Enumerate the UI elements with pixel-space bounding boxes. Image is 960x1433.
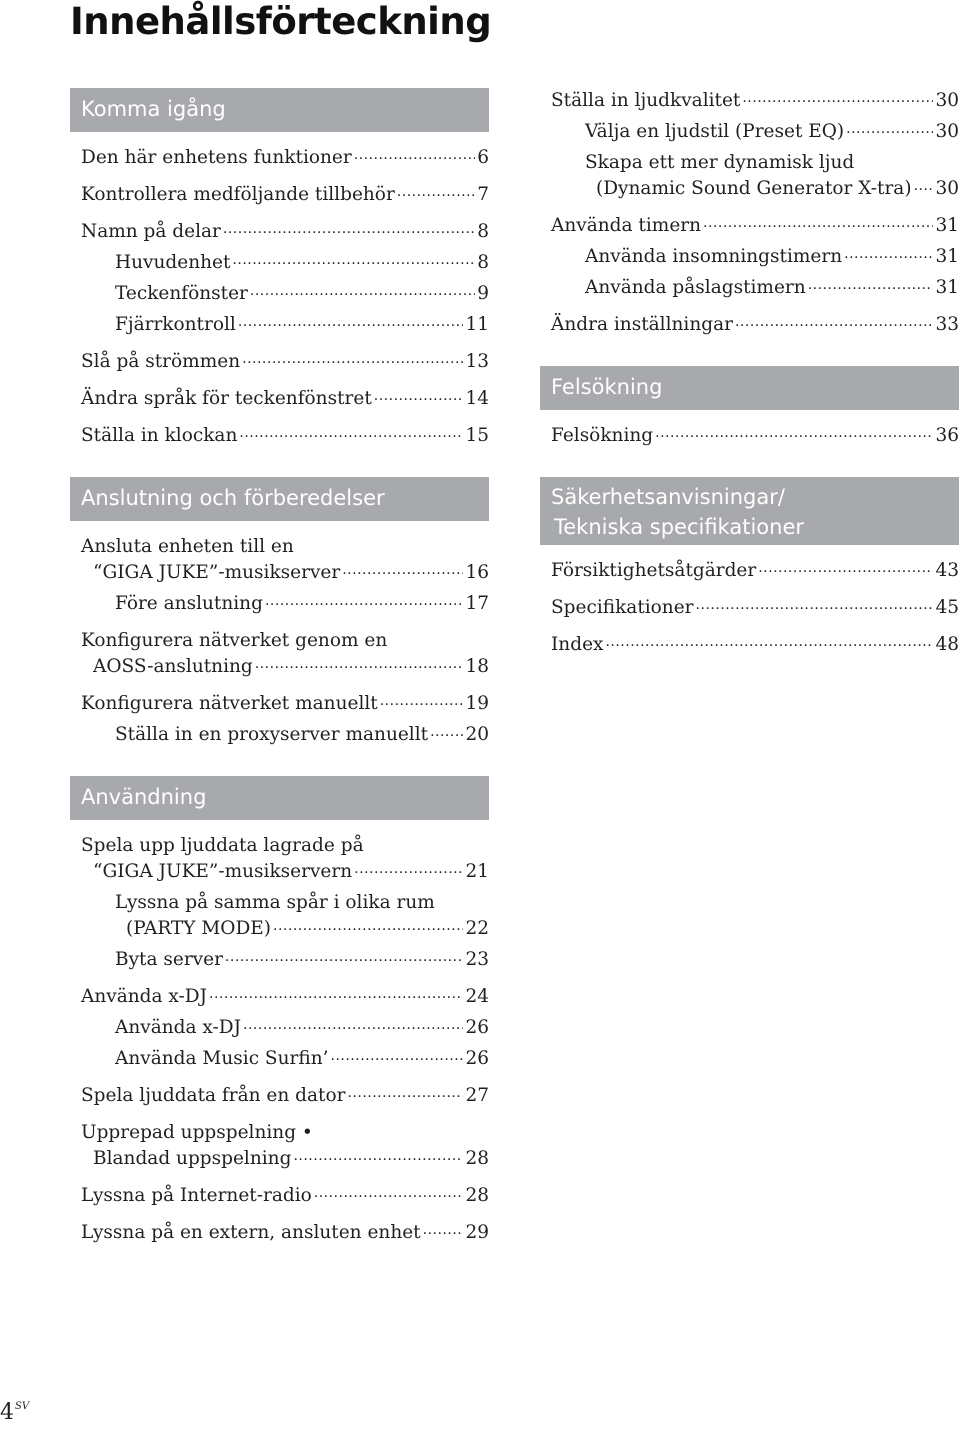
toc-page-number: 21 xyxy=(465,861,489,882)
toc-page-number: 14 xyxy=(465,388,489,409)
toc-page-number: 17 xyxy=(465,593,489,614)
dot-leader xyxy=(354,141,475,168)
toc-entry-text: Försiktighetsåtgärder xyxy=(551,560,757,581)
toc-page-number: 11 xyxy=(465,314,489,335)
toc-page-number: 27 xyxy=(465,1085,489,1106)
dot-leader xyxy=(347,1079,463,1106)
toc-entry[interactable] xyxy=(115,281,489,307)
toc-section xyxy=(540,88,959,366)
toc-entry-text: Blandad uppspelning xyxy=(93,1148,292,1169)
toc-page-number: 7 xyxy=(477,184,489,205)
toc-entry-text: (PARTY MODE) xyxy=(126,918,272,939)
toc-page-number: 26 xyxy=(465,1017,489,1038)
toc-entry-text: Byta server xyxy=(115,949,223,970)
toc-page-number: 45 xyxy=(935,597,959,618)
toc-entry-text: Huvudenhet xyxy=(115,252,231,273)
dot-leader xyxy=(605,628,933,655)
toc-page-number: 28 xyxy=(465,1148,489,1169)
toc-entry[interactable] xyxy=(81,1120,489,1172)
section-header-text: Anslutning och förberedelser xyxy=(81,486,385,510)
toc-entry[interactable] xyxy=(81,145,489,171)
toc-entry[interactable] xyxy=(585,275,959,301)
toc-entry[interactable] xyxy=(81,833,489,885)
toc-entry-text: Ställa in ljudkvalitet xyxy=(551,90,741,111)
toc-page-number: 13 xyxy=(465,351,489,372)
toc-right-column xyxy=(540,88,959,686)
toc-page-number: 43 xyxy=(935,560,959,581)
section-header xyxy=(540,366,959,410)
toc-entry[interactable] xyxy=(81,386,489,412)
page-number: 4 xyxy=(0,1400,14,1425)
toc-entry[interactable] xyxy=(551,88,959,114)
toc-entry-text: (Dynamic Sound Generator X-tra) xyxy=(596,178,912,199)
toc-entry-text: Namn på delar xyxy=(81,221,221,242)
toc-section xyxy=(70,776,489,1274)
toc-entry[interactable] xyxy=(115,890,489,942)
section-header xyxy=(70,776,489,820)
dot-leader xyxy=(374,382,464,409)
toc-entry-text: Fjärrkontroll xyxy=(115,314,236,335)
toc-page-number: 30 xyxy=(935,178,959,199)
toc-entry[interactable] xyxy=(81,628,489,680)
toc-entry[interactable] xyxy=(115,1015,489,1041)
toc-entry[interactable] xyxy=(81,1183,489,1209)
toc-left-column xyxy=(70,88,489,1274)
dot-leader xyxy=(380,687,464,714)
toc-entry-text: Specifikationer xyxy=(551,597,694,618)
toc-entry[interactable] xyxy=(551,558,959,584)
section-header-text: Säkerhetsanvisningar/ xyxy=(551,485,785,509)
toc-entry-text: Lyssna på samma spår i olika rum xyxy=(115,892,435,913)
dot-leader xyxy=(742,84,933,111)
toc-entry-text: Använda timern xyxy=(551,215,702,236)
toc-entry[interactable] xyxy=(81,984,489,1010)
toc-entry[interactable] xyxy=(81,349,489,375)
toc-page-number: 23 xyxy=(465,949,489,970)
dot-leader xyxy=(239,419,463,446)
dot-leader xyxy=(293,1142,463,1169)
toc-entry[interactable] xyxy=(115,947,489,973)
toc-entry-text: Spela upp ljuddata lagrade på xyxy=(81,835,364,856)
dot-leader xyxy=(238,308,464,335)
dot-leader xyxy=(758,554,933,581)
section-header-text: Tekniska specifikationer xyxy=(554,515,805,539)
toc-page-number: 30 xyxy=(935,121,959,142)
toc-page-number: 6 xyxy=(477,147,489,168)
dot-leader xyxy=(703,209,933,236)
toc-entry[interactable] xyxy=(551,423,959,449)
toc-section xyxy=(540,477,959,686)
dot-leader xyxy=(242,345,463,372)
section-header xyxy=(540,477,959,545)
dot-leader xyxy=(846,115,933,142)
toc-entry-text: Slå på strömmen xyxy=(81,351,241,372)
toc-entry[interactable] xyxy=(81,691,489,717)
toc-page-number: 31 xyxy=(935,215,959,236)
toc-entry-text: “GIGA JUKE”-musikservern xyxy=(93,861,353,882)
toc-entry-text: Teckenfönster xyxy=(115,283,248,304)
toc-entry[interactable] xyxy=(115,591,489,617)
dot-leader xyxy=(735,308,933,335)
toc-entry[interactable] xyxy=(115,250,489,276)
toc-entry-text: Ställa in en proxyserver manuellt xyxy=(115,724,429,745)
toc-section xyxy=(540,366,959,477)
toc-entry-text: Ändra inställningar xyxy=(551,314,733,335)
toc-entry-text: Konfigurera nätverket manuellt xyxy=(81,693,378,714)
dot-leader xyxy=(342,556,463,583)
toc-page-number: 8 xyxy=(477,221,489,242)
dot-leader xyxy=(430,718,463,745)
toc-page-number: 9 xyxy=(477,283,489,304)
toc-entry-text: Använda påslagstimern xyxy=(585,277,806,298)
dot-leader xyxy=(331,1042,464,1069)
toc-entry[interactable] xyxy=(81,1083,489,1109)
dot-leader xyxy=(273,912,463,939)
toc-entry[interactable] xyxy=(551,595,959,621)
toc-entry-text: Den här enhetens funktioner xyxy=(81,147,352,168)
dot-leader xyxy=(808,271,934,298)
dot-leader xyxy=(255,650,464,677)
section-header xyxy=(70,477,489,521)
toc-entry[interactable] xyxy=(81,1220,489,1246)
toc-entry[interactable] xyxy=(115,1046,489,1072)
toc-entry-text: Skapa ett mer dynamisk ljud xyxy=(585,152,855,173)
toc-entry[interactable] xyxy=(115,312,489,338)
toc-entry-text: Välja en ljudstil (Preset EQ) xyxy=(585,121,845,142)
toc-entry-text: Använda insomningstimern xyxy=(585,246,843,267)
toc-entry-text: Konfigurera nätverket genom en xyxy=(81,630,388,651)
toc-entry-text: Före anslutning xyxy=(115,593,263,614)
dot-leader xyxy=(223,215,475,242)
dot-leader xyxy=(250,277,475,304)
toc-page-number: 15 xyxy=(465,425,489,446)
toc-entry-text: Index xyxy=(551,634,604,655)
dot-leader xyxy=(265,587,464,614)
dot-leader xyxy=(844,240,933,267)
language-code: SV xyxy=(15,1401,30,1412)
dot-leader xyxy=(397,178,475,205)
dot-leader xyxy=(914,172,934,199)
toc-entry[interactable] xyxy=(551,213,959,239)
section-header-text: Användning xyxy=(81,785,207,809)
page-footer xyxy=(0,1400,29,1425)
toc-entry[interactable] xyxy=(585,119,959,145)
toc-entry[interactable] xyxy=(585,244,959,270)
toc-page-number: 29 xyxy=(465,1222,489,1243)
toc-page-number: 8 xyxy=(477,252,489,273)
dot-leader xyxy=(225,943,464,970)
section-header-text: Felsökning xyxy=(551,375,663,399)
toc-entry-text: Felsökning xyxy=(551,425,654,446)
toc-entry[interactable] xyxy=(551,312,959,338)
toc-page-number: 30 xyxy=(935,90,959,111)
toc-section xyxy=(70,477,489,776)
toc-entry-text: AOSS-anslutning xyxy=(93,656,253,677)
dot-leader xyxy=(209,980,463,1007)
toc-entry-text: Ändra språk för teckenfönstret xyxy=(81,388,372,409)
dot-leader xyxy=(423,1216,464,1243)
toc-page-number: 20 xyxy=(465,724,489,745)
dot-leader xyxy=(655,419,933,446)
toc-page-number: 24 xyxy=(465,986,489,1007)
toc-page-number: 26 xyxy=(465,1048,489,1069)
toc-entry-text: “GIGA JUKE”-musikserver xyxy=(93,562,341,583)
toc-entry-text: Använda Music Surfin’ xyxy=(115,1048,329,1069)
toc-entry[interactable] xyxy=(81,534,489,586)
toc-page-number: 31 xyxy=(935,277,959,298)
toc-entry-text: Ställa in klockan xyxy=(81,425,238,446)
section-header-text: Komma igång xyxy=(81,97,226,121)
toc-entry[interactable] xyxy=(81,423,489,449)
toc-page-number: 33 xyxy=(935,314,959,335)
toc-entry-text: Använda x-DJ xyxy=(115,1017,242,1038)
toc-entry[interactable] xyxy=(81,219,489,245)
toc-entry-text: Lyssna på Internet-radio xyxy=(81,1185,312,1206)
toc-page-number: 18 xyxy=(465,656,489,677)
toc-page-number: 22 xyxy=(465,918,489,939)
dot-leader xyxy=(314,1179,464,1206)
toc-entry-text: Kontrollera medföljande tillbehör xyxy=(81,184,395,205)
dot-leader xyxy=(354,855,463,882)
section-header xyxy=(70,88,489,132)
dot-leader xyxy=(232,246,475,273)
toc-entry-text: Spela ljuddata från en dator xyxy=(81,1085,346,1106)
toc-entry-text: Lyssna på en extern, ansluten enhet xyxy=(81,1222,421,1243)
toc-page-number: 31 xyxy=(935,246,959,267)
toc-entry[interactable] xyxy=(585,150,959,202)
toc-entry[interactable] xyxy=(551,632,959,658)
dot-leader xyxy=(696,591,934,618)
toc-entry-text: Använda x-DJ xyxy=(81,986,208,1007)
dot-leader xyxy=(243,1011,463,1038)
toc-section xyxy=(70,88,489,477)
toc-page-number: 16 xyxy=(465,562,489,583)
toc-page-number: 36 xyxy=(935,425,959,446)
toc-entry-text: Ansluta enheten till en xyxy=(81,536,294,557)
toc-entry[interactable] xyxy=(81,182,489,208)
toc-page-number: 48 xyxy=(935,634,959,655)
page-title: Innehållsförteckning xyxy=(70,0,492,43)
toc-entry[interactable] xyxy=(115,722,489,748)
toc-page-number: 19 xyxy=(465,693,489,714)
toc-entry-text: Upprepad uppspelning • xyxy=(81,1122,313,1143)
toc-page-number: 28 xyxy=(465,1185,489,1206)
